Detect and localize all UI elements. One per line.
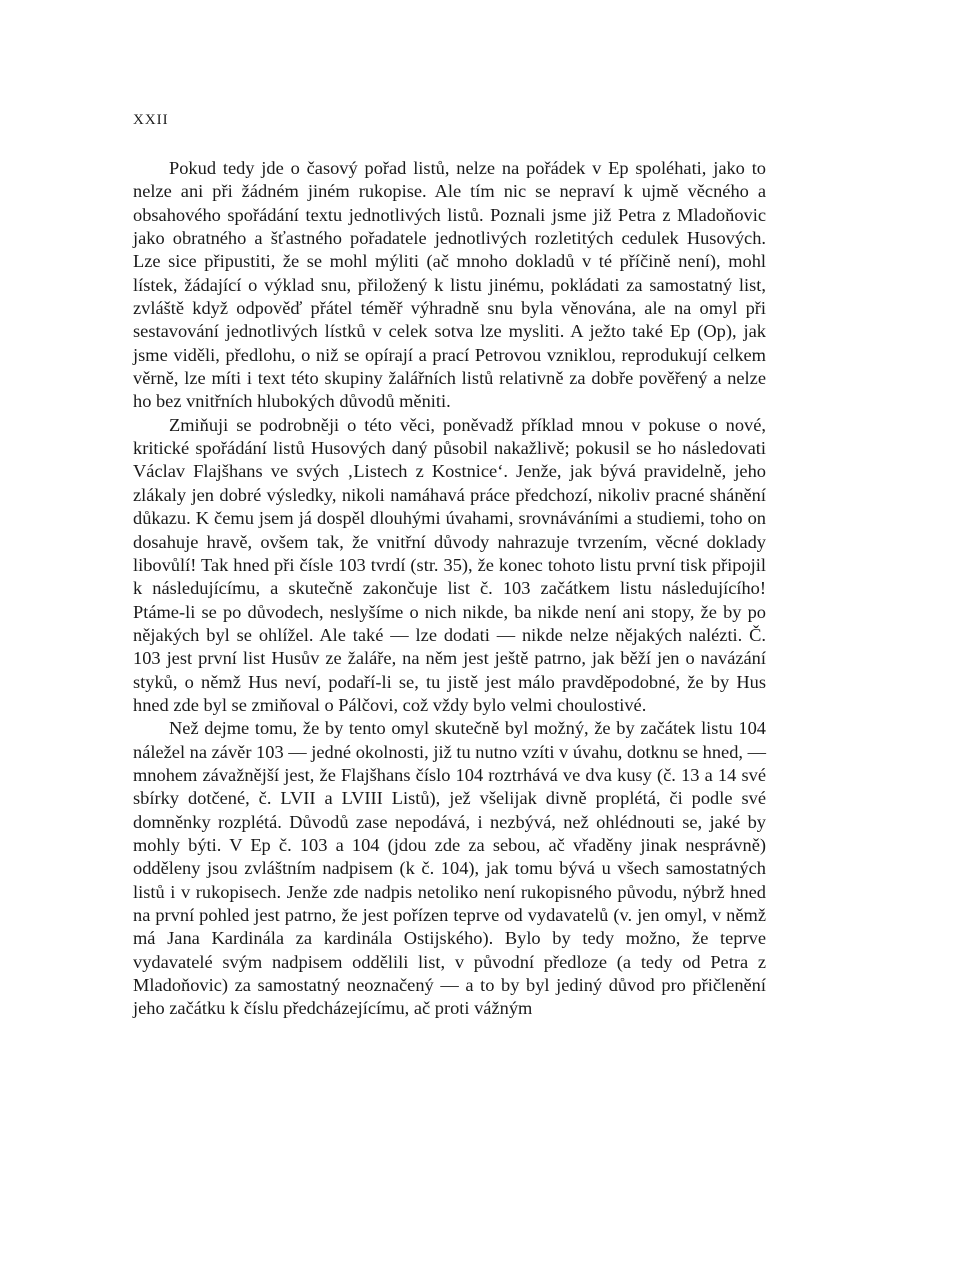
paragraph-1: Pokud tedy jde o časový pořad listů, nelze na pořádek v Ep spoléhati, jako to nelze ani při žádném jiném rukopise. Ale tím nic se nepraví k ujmě věcného a obsahového spořádání textu jednotlivých listů. Poznali jsme již Petra z Mladoňovic jako obratného a šťastného pořadatele jednotlivých rozletitých cedulek Husových. Lze sice připustiti, že se mohl mýliti (ač mnoho dokladů v té příčině není), mohl lístek, žádající o výklad snu, přiložený k listu jinému, pokládati za samostatný list, zvláště když odpověď přátel téměř výhradně snu byla věnována, ale na omyl při sestavování jednotlivých lístků v celek sotva lze mysliti. A ježto také Ep (Op), jak jsme viděli, předlohu, o niž se opírají a prací Petrovou vzniklou, reprodukují celkem věrně, lze míti i text této skupiny žalářních listů relativně za dobře pověřený a nelze ho bez vnitřních hlubokých důvodů měniti.: [133, 158, 766, 412]
page-number: XXII: [133, 112, 169, 128]
body-text: [133, 157, 766, 1021]
paragraph-2: Zmiňuji se podrobněji o této věci, poněvadž příklad mnou v pokuse o nové, kritické spořádání listů Husových daný působil nakažlivě; pokusil se ho následovati Václav Flajšhans ve svých ‚Listech z Kostnice‘. Jenže, jak bývá pravidelně, jeho zlákaly jen dobré výsledky, nikoli namáhavá práce předchozí, nikoliv pracné shánění důkazu. K čemu jsem já dospěl dlouhými úvahami, srovnáváními a studiemi, toho on dosahuje hravě, ovšem tak, že vnitřní důvody nahrazuje tvrzením, věcné doklady libovůlí! Tak hned při čísle 103 tvrdí (str. 35), že konec tohoto listu první tisk připojil k následujícímu, a skutečně zakončuje list č. 103 začátkem listu následujícího! Ptáme-li se po důvodech, neslyšíme o nich nikde, ba nikde není ani stopy, že by po nějakých byl se ohlížel. Ale také — lze dodati — nikde nelze nějakých nalézti. Č. 103 jest první list Husův ze žaláře, na něm jest ještě patrno, jak běží jen o navázání styků, o němž Hus neví, podaří-li se, tu jistě jest málo pravděpodobné, že by Hus hned zde byl se zmiňoval o Pálčovi, což vždy bylo velmi choulostivé.: [133, 414, 766, 715]
paragraph-3: Než dejme tomu, že by tento omyl skutečně byl možný, že by začátek listu 104 náležel na závěr 103 — jedné okolnosti, již tu nutno vzíti v úvahu, dotknu se hned, — mnohem závažnější jest, že Flajšhans číslo 104 roztrhává ve dva kusy (č. 13 a 14 své sbírky dotčené, č. LVII a LVIII Listů), jež všelijak divně proplétá, či podle své domněnky rozplétá. Důvodů zase nepodává, i nezbývá, než ohlédnouti se, jaké by mohly býti. V Ep č. 103 a 104 (jdou zde za sebou, ač vřaděny jinak nesprávně) odděleny jsou zvláštním nadpisem (k č. 104), jak tomu bývá u všech samostatných listů i v rukopisech. Jenže zde nadpis netoliko není rukopisného původu, nýbrž hned na první pohled jest patrno, že jest pořízen teprve od vydavatelů (v. jen omyl, v němž má Jana Kardinála za kardinála Ostijského). Bylo by tedy možno, že teprve vydavatelé svým nadpisem oddělili list, v původní předloze (a tedy od Petra z Mladoňovic) za samostatný neoznačený — a to by byl jediný důvod pro přičlenění jeho začátku k číslu předcházejícímu, ač proti vážným: [133, 718, 766, 1019]
